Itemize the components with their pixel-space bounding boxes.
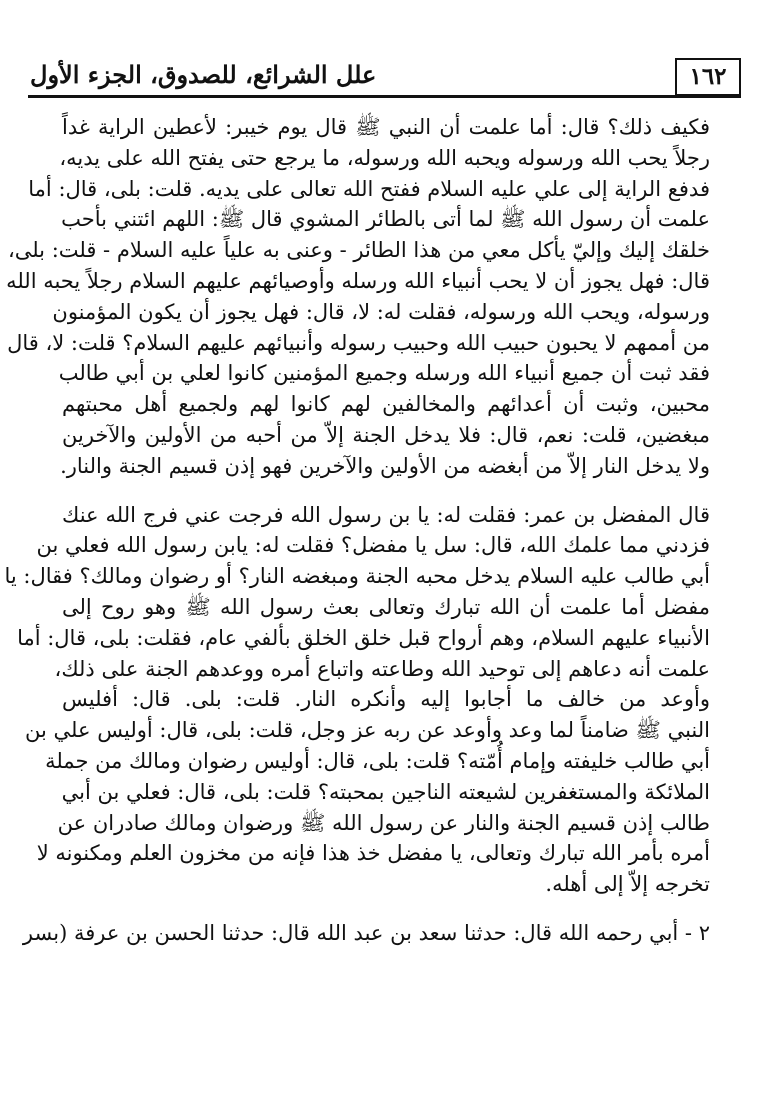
page-header: [28, 56, 741, 98]
text-line: أبي طالب عليه السلام يدخل محبه الجنة ومبغضه النار؟ أو رضوان ومالك؟ فقال: يا: [4, 564, 710, 589]
text-line: ولا يدخل النار إلاّ من أبغضه من الأولين والآخرين فهو إذن قسيم الجنة والنار.: [60, 453, 710, 478]
page-number: ١٦٢: [675, 58, 741, 96]
text-line: أبي طالب خليفته وإمام أُمّته؟ قلت: بلى، قال: أوليس رضوان ومالك من جملة: [45, 748, 710, 773]
text-line: من أممهم لا يحبون حبيب الله وحبيب رسوله وأنبيائهم عليهم السلام؟ قلت: لا، قال: [7, 330, 710, 355]
text-line: فدفع الراية إلى علي عليه السلام ففتح الله تعالى على يديه. قلت: بلى، قال: أما: [28, 176, 710, 201]
text-line: علمت أن رسول الله ﷺ لما أتى بالطائر المشوي قال ﷺ: اللهم ائتني بأحب: [61, 207, 710, 232]
text-line: النبي ﷺ ضامناً لما وعد وأوعد عن ربه عز وجل، قلت: بلى، قال: أوليس علي بن: [25, 718, 710, 743]
paragraph-1: [6, 112, 710, 482]
text-line: مبغضين، قلت: نعم، قال: فلا يدخل الجنة إلاّ من أحبه من الأولين والآخرين: [62, 422, 710, 447]
text-line: مفضل أما علمت أن الله تبارك وتعالى بعث رسول الله ﷺ وهو روح إلى: [62, 594, 710, 619]
text-line: طالب إذن قسيم الجنة والنار عن رسول الله ﷺ ورضوان ومالك صادران عن: [57, 810, 710, 835]
text-line: علمت أنه دعاهم إلى توحيد الله وطاعته واتباع أمره ووعدهم الجنة على ذلك،: [54, 656, 710, 681]
text-line: أمره بأمر الله تبارك وتعالى، يا مفضل خذ هذا فإنه من مخزون العلم ومكنونه لا: [36, 841, 710, 866]
text-line: ٢ - أبي رحمه الله قال: حدثنا سعد بن عبد الله قال: حدثنا الحسن بن عرفة (بسر: [22, 920, 710, 945]
paragraph-3: [22, 918, 710, 949]
header-rule: [28, 95, 741, 98]
text-line: قال: فهل يجوز أن لا يحب أنبياء الله ورسله وأوصيائهم عليهم السلام رجلاً يحبه الله: [6, 268, 710, 293]
main-text: [4, 112, 710, 949]
text-line: ورسوله، ويحب الله ورسوله، فقلت له: لا، قال: فهل يجوز أن يكون المؤمنون: [52, 299, 710, 324]
running-title: علل الشرائع، للصدوق، الجزء الأول: [30, 60, 377, 89]
paragraph-2: [4, 500, 710, 900]
text-line: خلقك إليك وإليّ يأكل معي من هذا الطائر - وعنى به علياً عليه السلام - قلت: بلى،: [7, 238, 710, 263]
text-line: فكيف ذلك؟ قال: أما علمت أن النبي ﷺ قال يوم خيبر: لأعطين الراية غداً: [62, 115, 710, 139]
text-line: الأنبياء عليهم السلام، وهم أرواح قبل خلق الخلق بألفي عام، فقلت: بلى، قال: أما: [17, 625, 710, 650]
text-line: تخرجه إلاّ إلى أهله.: [545, 872, 710, 897]
text-line: رجلاً يحب الله ورسوله ويحبه الله ورسوله، ما يرجع حتى يفتح الله على يديه،: [59, 145, 710, 170]
text-line: فقد ثبت أن جميع أنبياء الله ورسله وجميع المؤمنين كانوا لعلي بن أبي طالب: [58, 361, 710, 386]
text-line: قال المفضل بن عمر: فقلت له: يا بن رسول الله فرجت عني فرج الله عنك: [62, 502, 710, 527]
text-line: وأوعد من خالف ما أجابوا إليه وأنكره النار. قلت: بلى. قال: أفليس: [62, 687, 710, 712]
text-line: فزدني مما علمك الله، قال: سل يا مفضل؟ فقلت له: يابن رسول الله فعلي بن: [36, 533, 710, 558]
text-line: الملائكة والمستغفرين لشيعته الناجين بمحبته؟ قلت: بلى، قال: فعلي بن أبي: [61, 779, 710, 804]
text-line: محبين، وثبت أن أعدائهم والمخالفين لهم كانوا لهم ولجميع أهل محبتهم: [62, 392, 710, 417]
